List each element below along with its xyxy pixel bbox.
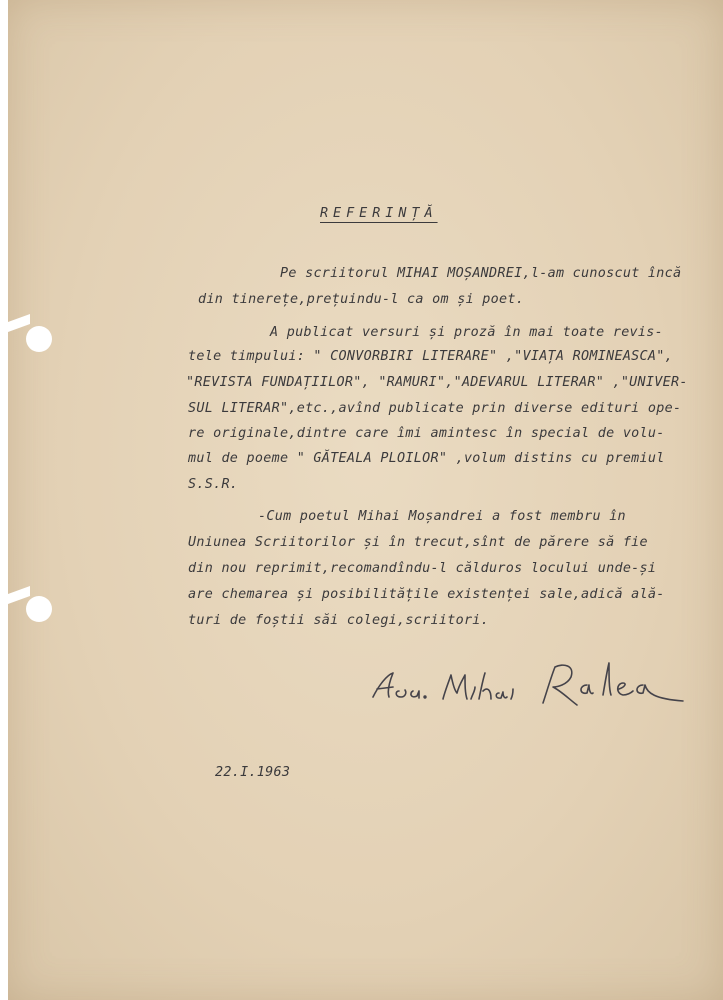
body-line: re originale,dintre care îmi amintesc în special de volu-: [188, 426, 665, 441]
punch-hole-top: [26, 326, 52, 352]
body-line: are chemarea și posibilitățile existenței sale,adică ală-: [188, 587, 665, 602]
body-line: SUL LITERAR",etc.,avînd publicate prin diverse edituri ope-: [188, 401, 682, 416]
document-title: REFERINȚĂ: [320, 206, 438, 221]
body-line: turi de foștii săi colegi,scriitori.: [188, 613, 490, 628]
body-line: Uniunea Scriitorilor și în trecut,sînt de părere să fie: [188, 535, 648, 550]
body-line: "REVISTA FUNDAȚIILOR", "RAMURI","ADEVARUL LITERAR" ,"UNIVER-: [186, 375, 688, 390]
body-line: din nou reprimit,recomandîndu-l călduros locului unde-și: [188, 561, 657, 576]
body-line: tele timpului: " CONVORBIRI LITERARE" ,"VIAȚA ROMINEASCA",: [188, 349, 673, 364]
body-line: A publicat versuri și proză în mai toate revis-: [270, 325, 664, 340]
paper-sheet: [8, 0, 723, 1000]
body-line: -Cum poetul Mihai Moșandrei a fost membru în: [258, 509, 626, 524]
document-date: 22.I.1963: [215, 765, 291, 780]
handwritten-signature: [365, 655, 695, 725]
body-line: mul de poeme " GĂTEALA PLOILOR" ,volum distins cu premiul: [188, 451, 665, 466]
body-line: S.S.R.: [188, 477, 239, 492]
punch-hole-bottom: [26, 596, 52, 622]
body-line: din tinerețe,prețuindu-l ca om și poet.: [198, 292, 525, 307]
body-line: Pe scriitorul MIHAI MOȘANDREI,l-am cunoscut încă: [280, 266, 682, 281]
